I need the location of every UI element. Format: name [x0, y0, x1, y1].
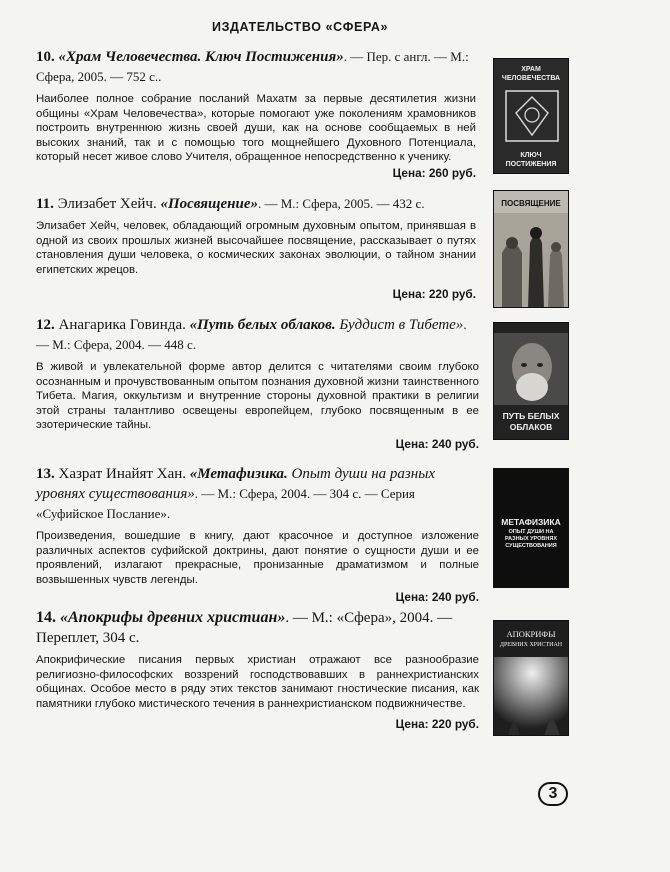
- book-meta: . — М.: Сфера, 2005. — 432 с.: [258, 196, 425, 211]
- cover-portrait-icon: [494, 333, 569, 405]
- book-cover-13: [493, 468, 569, 588]
- cover-emblem-icon: [494, 85, 569, 145]
- book-entry-11: [36, 194, 476, 301]
- book-author: Хазрат Инайят Хан.: [58, 466, 187, 482]
- book-number: 13.: [36, 466, 55, 482]
- book-cover-10: [493, 58, 569, 174]
- cover-title: АПОКРИФЫ: [506, 629, 556, 639]
- cover-title: ПОСВЯЩЕНИЕ: [501, 199, 561, 208]
- book-heading: [36, 608, 479, 648]
- cover-subtitle: ОПЫТ ДУШИ НА РАЗНЫХ УРОВНЯХ СУЩЕСТВОВАНИЯ: [504, 529, 558, 549]
- book-price: Цена: 220 руб.: [392, 287, 476, 302]
- book-meta: . — М.: Сфера, 2004. — 448 с.: [36, 317, 467, 352]
- cover-figures-icon: [494, 213, 569, 308]
- book-entry-10: [36, 47, 476, 180]
- book-number: 10.: [36, 49, 55, 65]
- book-title: «Апокрифы древних христиан»: [60, 609, 286, 626]
- book-title: «Метафизика.: [189, 466, 288, 482]
- book-entry-13: [36, 465, 479, 604]
- book-subtitle: Буддист в Тибете»: [339, 317, 464, 333]
- book-heading: [36, 315, 479, 355]
- book-meta: . — М.: Сфера, 2004. — 304 с. — Серия «Суфийское Послание».: [36, 486, 415, 521]
- book-description: Элизабет Хейч, человек, обладающий огромным духовным опытом, принявшая в одной из своих прошлых жизней высочайшее посвящение, рассказывает о путях становления души человека, о космических законах эволюции, о тайном знании египетских жрецов.: [36, 220, 476, 276]
- book-cover-11: [493, 190, 569, 308]
- cover-subtitle: ДРЕВНИХ ХРИСТИАН: [499, 642, 563, 648]
- cover-title: ХРАМ ЧЕЛОВЕЧЕСТВА: [501, 66, 561, 82]
- book-price: Цена: 240 руб.: [395, 436, 479, 451]
- cover-subtitle: КЛЮЧ ПОСТИЖЕНИЯ: [505, 152, 557, 168]
- book-number: 12.: [36, 317, 55, 333]
- cover-title: ПУТЬ БЕЛЫХ ОБЛАКОВ: [502, 411, 560, 432]
- book-description: Произведения, вошедшие в книгу, дают красочное и доступное изложение различных аспектов суфийской доктрины, дают понятие о сущности души и ее проявлений, излагают прекрасные, пронизанные драматизмом и полные возвышенных чувств легенды.: [36, 530, 479, 586]
- book-price: Цена: 240 руб.: [395, 590, 479, 605]
- book-price: Цена: 260 руб.: [392, 165, 476, 180]
- book-title: «Храм Человечества. Ключ Постижения»: [58, 49, 344, 65]
- publisher-header: ИЗДАТЕЛЬСТВО «СФЕРА»: [211, 20, 388, 34]
- book-title: «Путь белых облаков.: [189, 317, 336, 333]
- book-author: Элизабет Хейч.: [57, 196, 157, 212]
- book-description: Апокрифические писания первых христиан отражают все разнообразие религиозно-философских воззрений господствовавших в раннехристианских общинах. Особое место в ряду этих текстов занимают гностические писания, как памятники глубоко мистического течения в раннехристианском подвижничестве.: [36, 654, 479, 710]
- book-meta: . — М.: «Сфера», 2004. — Переплет, 304 с.: [36, 610, 453, 646]
- book-description: В живой и увлекательной форме автор делится с читателями своим глубоко осознанным и прочувствованным опытом познания духовной жизни таинственного Тибета. Магия, оккультизм и внутренние стороны духовной практики в религии этой страны талантливо освещены европейцем, глубоко посвященным в ее эзотерические тайны.: [36, 361, 479, 432]
- cover-light-rays-icon: [494, 657, 569, 736]
- book-number: 14.: [36, 609, 56, 626]
- book-cover-12: [493, 322, 569, 440]
- book-title: «Посвящение»: [160, 196, 258, 212]
- book-meta: . — Пер. с англ. — М.: Сфера, 2005. — 752 с..: [36, 49, 469, 84]
- book-description: Наиболее полное собрание посланий Махатм за первые десятилетия жизни общины «Храм Человечества», которые помогают уже поколениям храмовников построить внутреннюю жизнь своей души, как на основе сообщаемых в ней высоких знаний, так и с помощью того мощнейшего Духовного Потенциала, который несет живое слово Учителя, обращенное непосредственно к ученику.: [36, 93, 476, 164]
- book-price: Цена: 220 руб.: [395, 717, 479, 732]
- book-subtitle: Опыт души на разных уровнях существования»: [36, 466, 436, 502]
- book-heading: [36, 47, 476, 87]
- book-heading: [36, 194, 476, 214]
- book-cover-14: [493, 620, 569, 736]
- book-heading: [36, 465, 479, 524]
- book-number: 11.: [36, 196, 54, 212]
- book-author: Анагарика Говинда.: [58, 317, 186, 333]
- book-entry-12: [36, 315, 479, 451]
- page-number: 3: [538, 782, 568, 806]
- cover-title: МЕТАФИЗИКА: [501, 517, 561, 527]
- book-entry-14: [36, 608, 479, 731]
